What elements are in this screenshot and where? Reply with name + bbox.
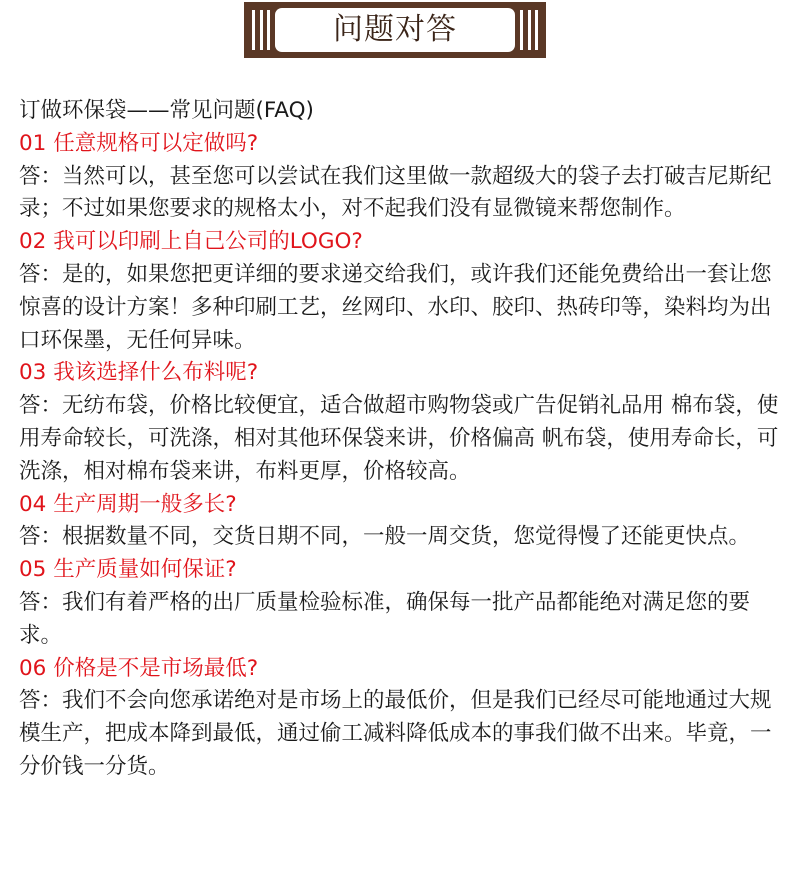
faq-question-3: 03 我该选择什么布料呢? [19, 360, 259, 386]
faq-content [19, 95, 779, 784]
faq-answer-5: 答：我们有着严格的出厂质量检验标准，确保每一批产品都能绝对满足您的要求。 [19, 589, 751, 648]
faq-answer-4: 答：根据数量不同，交货日期不同，一般一周交货，您觉得慢了还能更快点。 [19, 524, 751, 550]
faq-question-4: 04 生产周期一般多长? [19, 491, 237, 517]
faq-answer-1: 答：当然可以，甚至您可以尝试在我们这里做一款超级大的袋子去打破吉尼斯纪录；不过如果您要求的规格太小，对不起我们没有显微镜来帮您制作。 [19, 163, 772, 222]
banner-stripes-right [520, 10, 538, 50]
faq-answer-6: 答：我们不会向您承诺绝对是市场上的最低价，但是我们已经尽可能地通过大规模生产，把成本降到最低，通过偷工减料降低成本的事我们做不出来。毕竟，一分价钱一分货。 [19, 688, 772, 779]
faq-answer-2: 答：是的，如果您把更详细的要求递交给我们，或许我们还能免费给出一套让您惊喜的设计方案！多种印刷工艺，丝网印、水印、胶印、热砖印等，染料均为出口环保墨，无任何异味。 [19, 261, 772, 353]
faq-question-1: 01 任意规格可以定做吗? [19, 130, 259, 156]
page-title: 问题对答 [333, 12, 457, 47]
title-banner [244, 2, 546, 58]
faq-answer-3: 答：无纺布袋，价格比较便宜，适合做超市购物袋或广告促销礼品用 棉布袋，使用寿命较长，可洗涤，相对其他环保袋来讲，价格偏高 帆布袋，使用寿命长，可洗涤，相对棉布袋来讲，布料更厚，价格较高。 [19, 393, 779, 484]
faq-question-6: 06 价格是不是市场最低? [19, 655, 259, 681]
faq-question-5: 05 生产质量如何保证? [19, 557, 237, 583]
banner-panel [275, 8, 515, 52]
banner-stripes-left [252, 10, 270, 50]
faq-question-2: 02 我可以印刷上自己公司的LOGO? [19, 229, 363, 255]
faq-heading: 订做环保袋——常见问题(FAQ) [19, 98, 314, 123]
